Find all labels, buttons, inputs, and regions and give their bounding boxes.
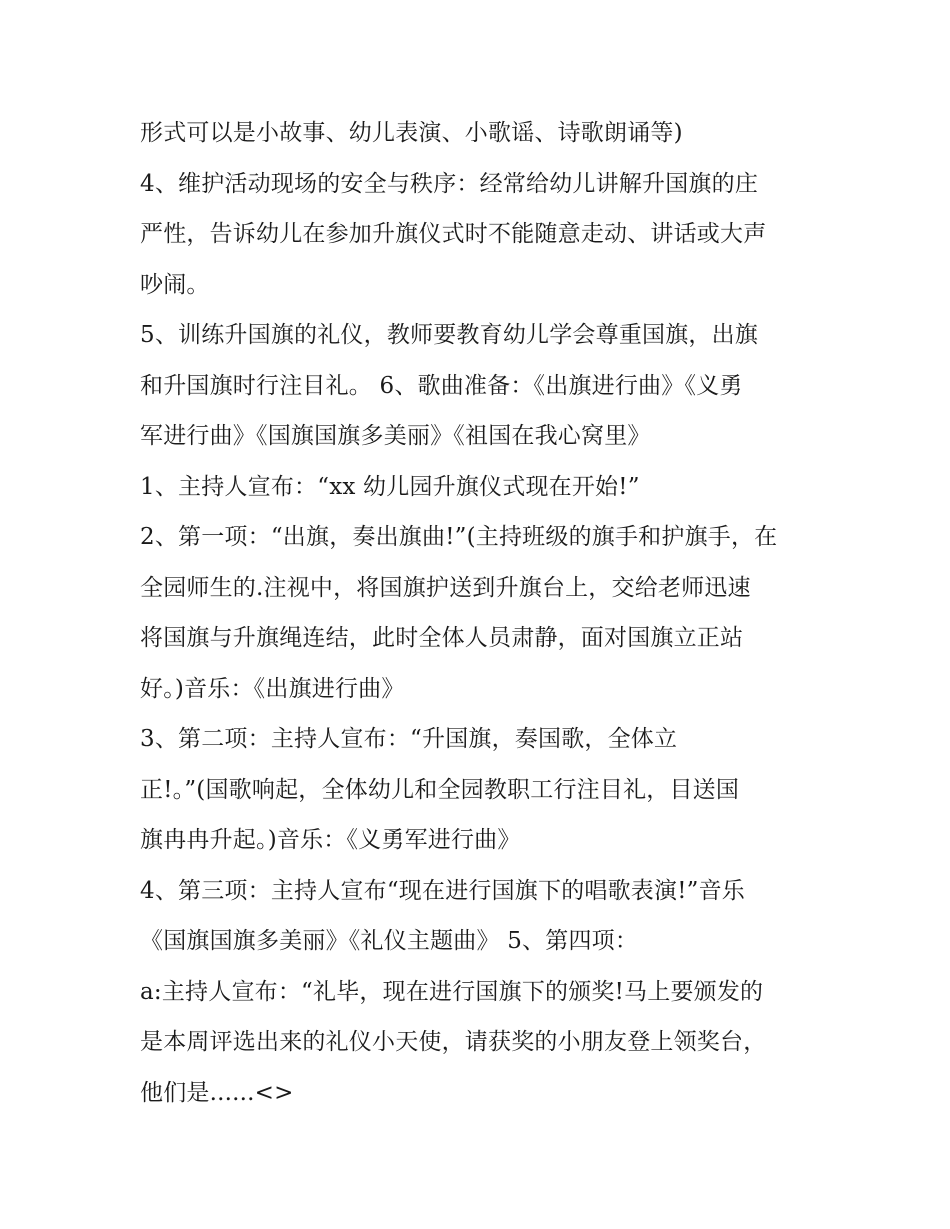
text-line: 和升国旗时行注目礼。 6、歌曲准备：《出旗进行曲》《义勇 [140,372,743,399]
text-line: 4、第三项：主持人宣布“现在进行国旗下的唱歌表演!”音乐 [140,877,745,904]
text-line: 1、主持人宣布：“xx 幼儿园升旗仪式现在开始!” [140,473,640,500]
text-line: 全园师生的.注视中，将国旗护送到升旗台上，交给老师迅速 [140,574,751,601]
text-line: 2、第一项：“出旗，奏出旗曲!”(主持班级的旗手和护旗手，在 [140,524,778,550]
text-line: 军进行曲》《国旗国旗多美丽》《祖国在我心窝里》 [140,423,651,449]
text-line: 是本周评选出来的礼仪小天使，请获奖的小朋友登上领奖台， [140,1029,767,1055]
text-line: 4、维护活动现场的安全与秩序：经常给幼儿讲解升国旗的庄 [140,170,759,197]
text-line: 正!。”(国歌响起，全体幼儿和全园教职工行注目礼，目送国 [140,776,740,803]
text-line: 《国旗国旗多美丽》《礼仪主题曲》 5、第四项： [140,928,639,954]
text-line: 严性，告诉幼儿在参加升旗仪式时不能随意走动、讲话或大声 [140,221,767,247]
text-line: 旗冉冉升起。)音乐：《义勇军进行曲》 [140,827,521,853]
text-line: 形式可以是小故事、幼儿表演、小歌谣、诗歌朗诵等) [140,120,683,146]
text-line: a:主持人宣布：“礼毕，现在进行国旗下的颁奖!马上要颁发的 [140,978,764,1005]
text-line: 将国旗与升旗绳连结，此时全体人员肃静，面对国旗立正站 [140,625,744,651]
document-body [140,108,820,1118]
text-line: 好。)音乐：《出旗进行曲》 [140,675,405,702]
text-line: 5、训练升国旗的礼仪，教师要教育幼儿学会尊重国旗，出旗 [140,322,759,348]
text-line: 他们是......<> [140,1079,294,1106]
text-line: 吵闹。 [140,271,210,298]
text-line: 3、第二项：主持人宣布：“升国旗，奏国歌，全体立 [140,726,678,752]
